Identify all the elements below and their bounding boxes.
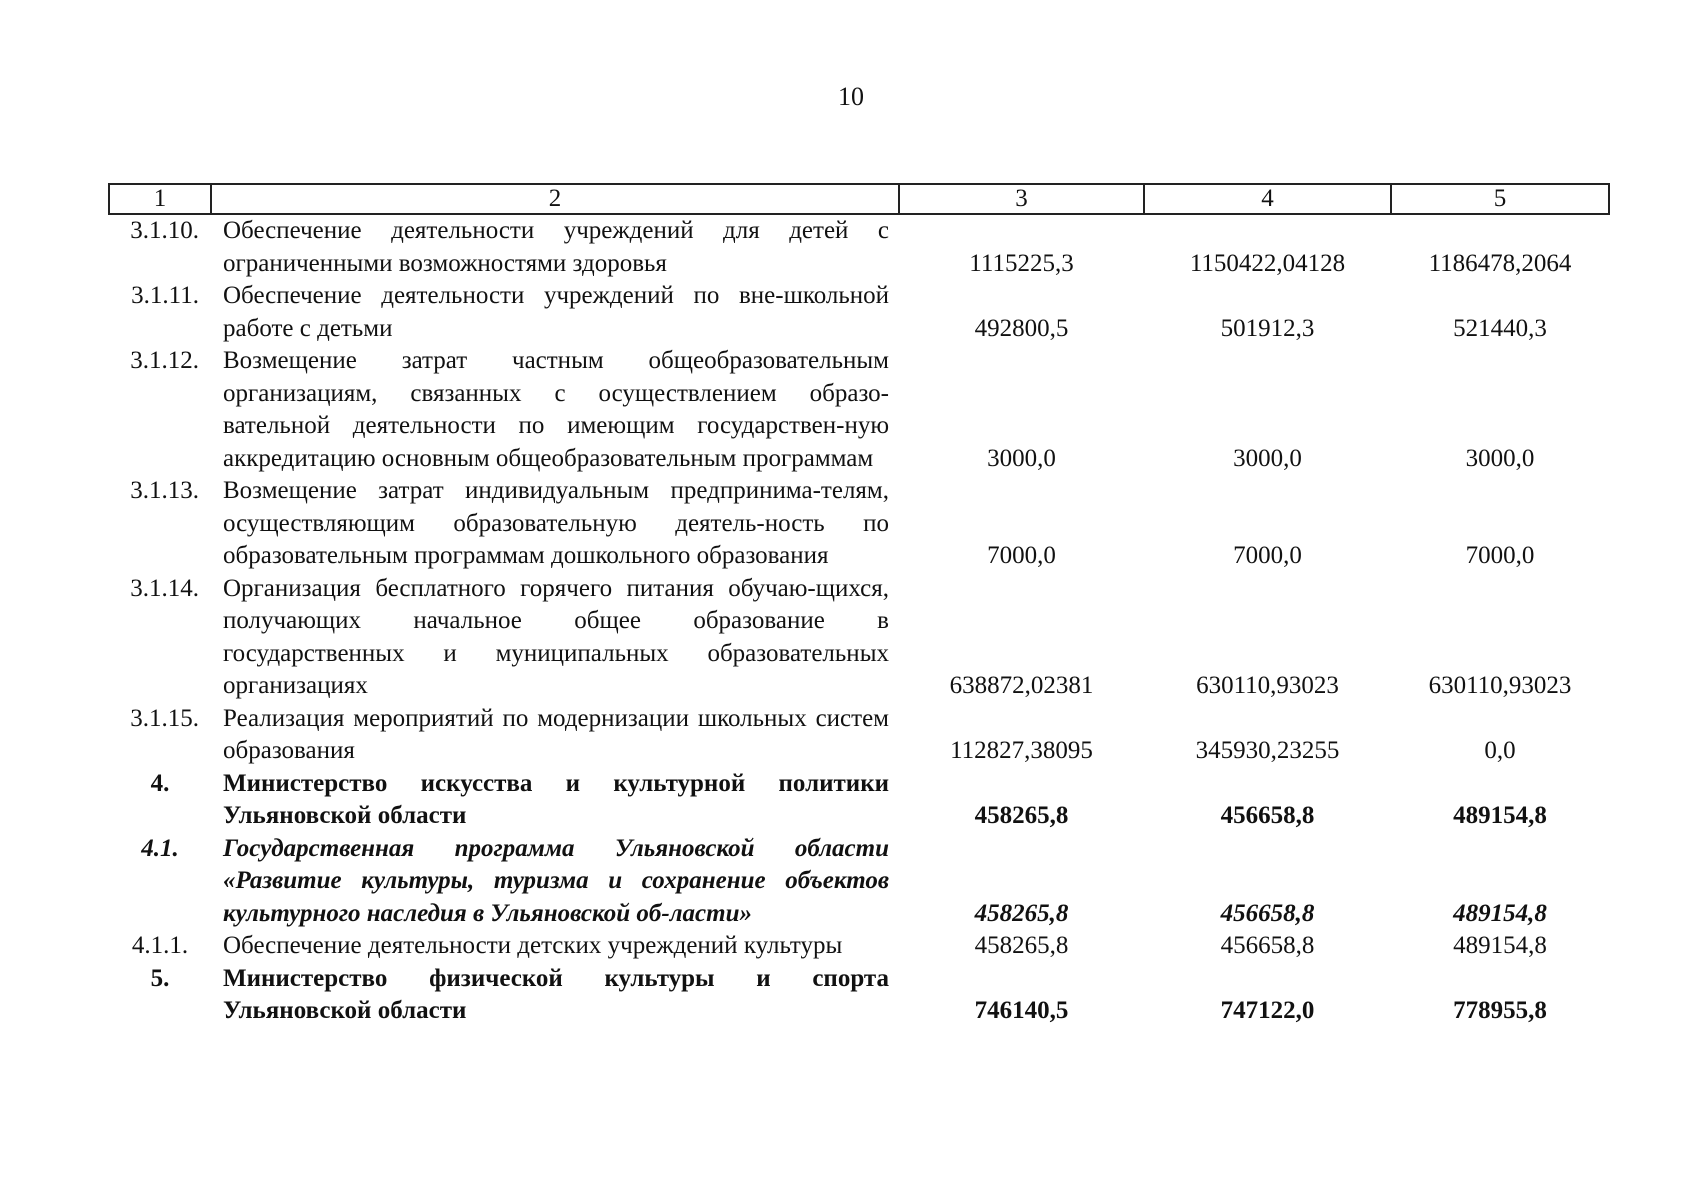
row-description: Возмещение затрат индивидуальным предпринима-телям, осуществляющим образовательную деятель-ность по образовательным программам дошкольного образования — [223, 477, 889, 569]
row-value-col5: 778955,8 — [1453, 997, 1547, 1024]
row-value-col4: 345930,23255 — [1195, 737, 1340, 764]
row-value-col4: 456658,8 — [1220, 802, 1315, 829]
row-value-col5: 3000,0 — [1465, 444, 1535, 472]
row-value-col3: 458265,8 — [974, 932, 1069, 959]
row-description: Реализация мероприятий по модернизации школьных систем образования — [223, 704, 889, 764]
row-value-col4: 7000,0 — [1233, 542, 1302, 569]
table-row-ministry — [109, 963, 1609, 1028]
row-value-col5: 489154,8 — [1453, 802, 1547, 829]
row-description: Государственная программа Ульяновской области «Развитие культуры, туризма и сохранение объектов культурного наследия в Ульяновской об-ласти» — [223, 834, 889, 927]
row-value-col3: 458265,8 — [974, 899, 1069, 927]
row-number: 4. — [150, 769, 170, 797]
table-row-program — [109, 833, 1609, 931]
row-description: Министерство искусства и культурной политики Ульяновской области — [223, 769, 889, 829]
table-header — [109, 184, 1609, 214]
row-value-col3: 112827,38095 — [950, 737, 1093, 764]
row-value-col5: 521440,3 — [1453, 314, 1547, 342]
row-value-col5: 7000,0 — [1465, 542, 1535, 569]
row-number: 3.1.13. — [130, 477, 199, 504]
header-col-3: 3 — [899, 184, 1144, 214]
row-value-col5: 489154,8 — [1453, 932, 1547, 959]
table-row — [109, 280, 1609, 345]
row-number: 3.1.12. — [130, 347, 199, 374]
row-description: Министерство физической культуры и спорта Ульяновской области — [223, 964, 889, 1024]
row-value-col3: 458265,8 — [974, 802, 1069, 829]
row-value-col3: 492800,5 — [974, 314, 1069, 342]
row-value-col4: 456658,8 — [1220, 932, 1315, 959]
row-value-col4: 1150422,04128 — [1189, 249, 1346, 277]
row-value-col5: 0,0 — [1484, 737, 1516, 764]
row-value-col3: 7000,0 — [987, 542, 1056, 569]
header-col-4: 4 — [1144, 184, 1391, 214]
row-value-col5: 489154,8 — [1453, 899, 1547, 927]
table-row — [109, 573, 1609, 703]
row-description: Организация бесплатного горячего питания обучаю-щихся, получающих начальное общее образование в государственных и муниципальных образовательных организациях — [223, 574, 889, 699]
header-col-5: 5 — [1391, 184, 1609, 214]
row-number: 3.1.10. — [130, 217, 199, 244]
row-number: 4.1. — [141, 834, 179, 862]
row-description: Обеспечение деятельности детских учреждений культуры — [223, 932, 843, 959]
table-row — [109, 475, 1609, 573]
row-number: 3.1.11. — [131, 282, 199, 309]
table-row — [109, 214, 1609, 280]
table-row — [109, 703, 1609, 768]
budget-table — [108, 183, 1610, 1028]
row-description: Обеспечение деятельности учреждений для детей с ограниченными возможностями здоровья — [223, 217, 889, 277]
row-value-col4: 3000,0 — [1233, 444, 1302, 472]
row-value-col3: 3000,0 — [987, 444, 1056, 472]
row-value-col3: 746140,5 — [974, 997, 1069, 1024]
row-number: 3.1.14. — [130, 574, 199, 602]
row-number: 4.1.1. — [131, 932, 189, 959]
row-value-col3: 638872,02381 — [949, 672, 1094, 699]
row-number: 3.1.15. — [130, 704, 199, 732]
row-number: 5. — [150, 964, 170, 992]
row-value-col3: 1115225,3 — [969, 249, 1074, 277]
row-value-col4: 630110,93023 — [1196, 672, 1339, 699]
header-col-1: 1 — [109, 184, 211, 214]
row-description: Обеспечение деятельности учреждений по вне-школьной работе с детьми — [223, 282, 889, 342]
table-row-ministry — [109, 768, 1609, 833]
row-value-col4: 501912,3 — [1220, 314, 1315, 342]
row-description: Возмещение затрат частным общеобразовательным организациям, связанных с осуществлением образо-вательной деятельности по имеющим государствен-ную аккредитацию основным общеобразовательным программам — [223, 347, 889, 472]
row-value-col4: 456658,8 — [1220, 899, 1315, 927]
page-number: 10 — [838, 82, 864, 111]
row-value-col5: 630110,93023 — [1428, 672, 1572, 699]
row-value-col4: 747122,0 — [1220, 997, 1315, 1024]
header-col-2: 2 — [211, 184, 899, 214]
table-row — [109, 345, 1609, 475]
table-row — [109, 930, 1609, 963]
row-value-col5: 1186478,2064 — [1428, 249, 1572, 277]
